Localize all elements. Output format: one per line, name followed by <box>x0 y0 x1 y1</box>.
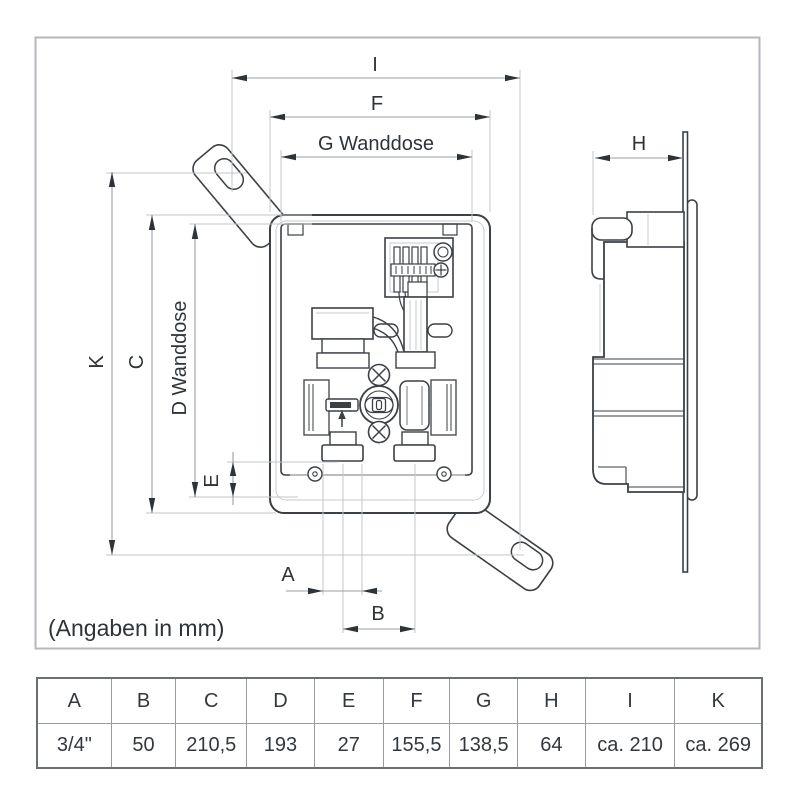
solenoid-block <box>312 308 373 368</box>
side-view <box>592 132 697 572</box>
table-header-C: C <box>175 679 246 723</box>
dim-label-E: E <box>201 474 223 488</box>
table-header-F: F <box>383 679 450 723</box>
table-value-K: ca. 269 <box>674 723 761 767</box>
table-header-B: B <box>111 679 176 723</box>
table-value-D: 193 <box>246 723 314 767</box>
dim-label-D: D Wanddose <box>169 300 191 416</box>
dimension-table <box>36 677 763 769</box>
dim-label-F: F <box>370 93 384 115</box>
table-header-H: H <box>517 679 585 723</box>
left-channel <box>304 380 329 435</box>
dim-label-A: A <box>281 564 295 586</box>
table-header-E: E <box>314 679 383 723</box>
filter-cartridge <box>400 381 429 430</box>
dim-label-H: H <box>631 133 647 155</box>
table-header-I: I <box>585 679 675 723</box>
table-value-B: 50 <box>111 723 176 767</box>
side-connector-block <box>627 212 684 247</box>
right-channel <box>431 380 456 435</box>
units-note: (Angaben in mm) <box>48 615 225 641</box>
dim-label-B: B <box>371 603 385 625</box>
table-header-A: A <box>67 689 82 712</box>
table-value-I: ca. 210 <box>585 723 675 767</box>
table-header-D: D <box>246 679 314 723</box>
table-value-C: 210,5 <box>175 723 246 767</box>
table-header-G: G <box>449 679 517 723</box>
front-view <box>189 140 558 594</box>
table-header-K: K <box>674 679 761 723</box>
cable-gland-icon <box>434 243 452 261</box>
dim-label-G: G Wanddose <box>318 133 434 155</box>
wall-rim-tab <box>687 200 697 500</box>
table-value-A: 3/4" <box>38 723 111 767</box>
dim-label-C: C <box>126 354 148 370</box>
table-value-E: 27 <box>314 723 383 767</box>
side-elbow <box>592 218 632 240</box>
table-value-F: 155,5 <box>383 723 450 767</box>
side-body <box>593 242 684 492</box>
dim-label-I: I <box>372 54 378 76</box>
dim-label-K: K <box>86 355 108 369</box>
table-value-G: 138,5 <box>449 723 517 767</box>
table-value-H: 64 <box>517 723 585 767</box>
